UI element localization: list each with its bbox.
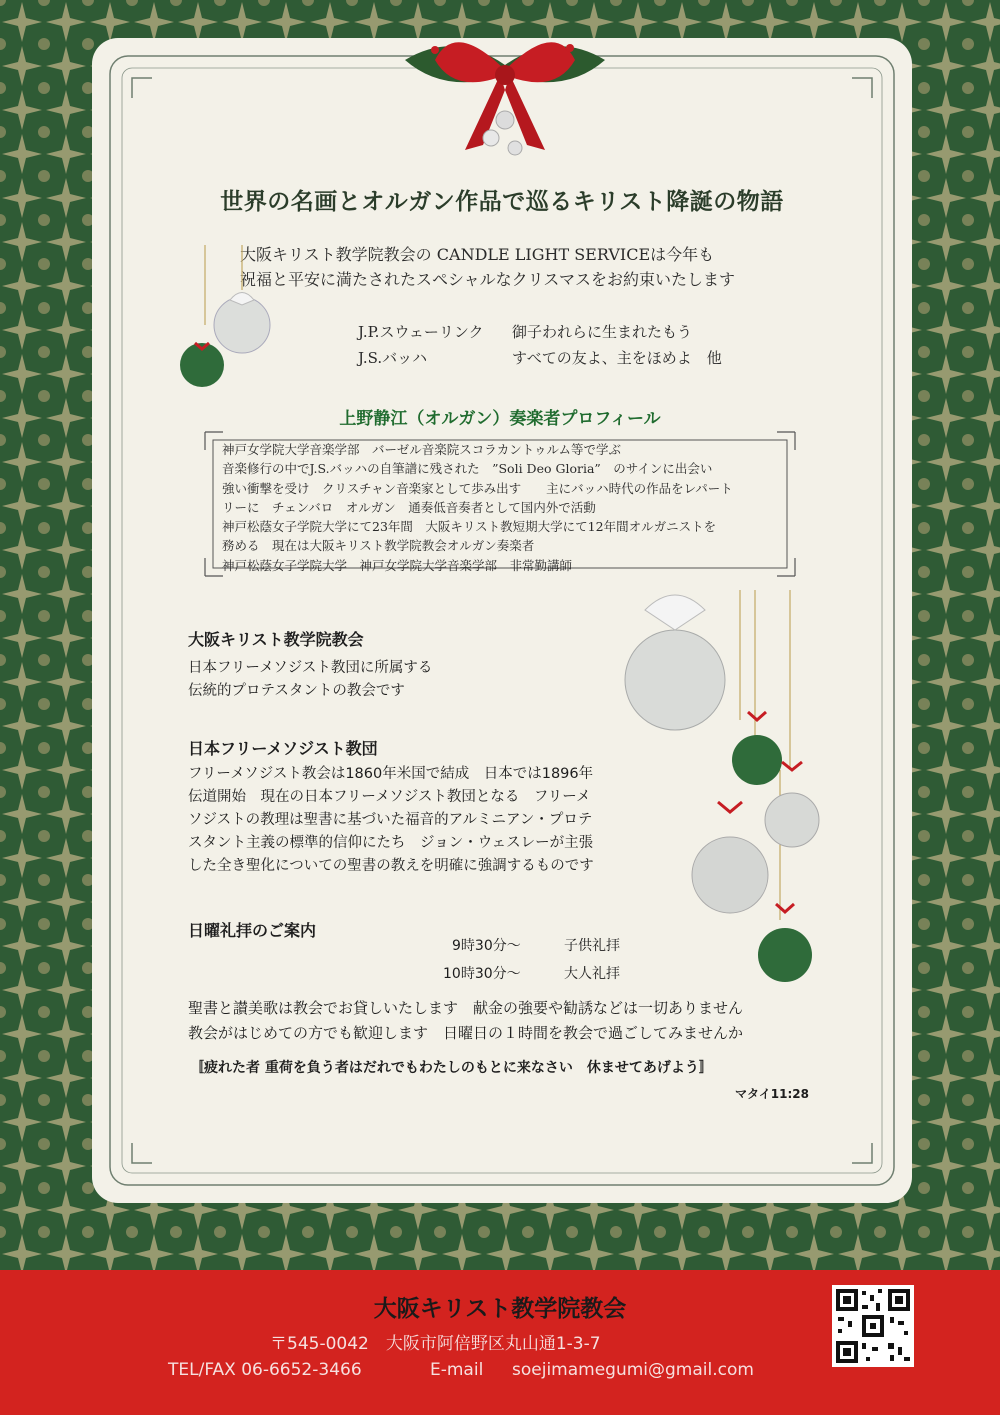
denomination-line: ソジストの教理は聖書に基づいた福音的アルミニアン・プロテ	[188, 812, 593, 828]
program-composer-2: J.S.バッハ	[358, 349, 428, 367]
service-name-2: 大人礼拝	[564, 966, 620, 982]
ornament-cluster-icon	[600, 570, 840, 990]
verse-reference: マタイ11:28	[735, 1087, 809, 1101]
program-composer-1: J.P.スウェーリンク	[358, 323, 484, 341]
denomination-line: した全き聖化についての聖書の教えを明確に強調するものです	[188, 858, 594, 874]
profile-line: 神戸女学院大学音楽学部 バーゼル音楽院スコラカントゥルム等で学ぶ	[222, 442, 621, 457]
service-time-2: 10時30分～	[443, 966, 521, 982]
page-title: 世界の名画とオルガン作品で巡るキリスト降誕の物語	[220, 189, 784, 215]
red-bow-icon	[395, 20, 615, 170]
denomination-line: 伝道開始 現在の日本フリーメソジスト教団となる フリーメ	[188, 789, 591, 805]
bible-verse: 〚疲れた者 重荷を負う者はだれでもわたしのもとに来なさい 休ませてあげよう〛	[190, 1060, 713, 1076]
church-line: 伝統的プロテスタントの教会です	[188, 683, 405, 699]
church-heading: 大阪キリスト教学院教会	[188, 630, 364, 649]
intro-line: 祝福と平安に満たされたスペシャルなクリスマスをお約束いたします	[240, 270, 736, 289]
service-name-1: 子供礼拝	[564, 938, 620, 954]
denomination-line: スタント主義の標準的信仰にたち ジョン・ウェスレーが主張	[188, 835, 594, 851]
ornament-icon	[170, 245, 280, 425]
qr-code-icon[interactable]	[832, 1285, 914, 1367]
intro-line: 大阪キリスト教学院教会の CANDLE LIGHT SERVICEは今年も	[240, 245, 715, 264]
footer-email[interactable]: soejimamegumi@gmail.com	[512, 1360, 754, 1380]
profile-heading: 上野静江（オルガン）奏楽者プロフィール	[339, 409, 661, 429]
profile-text	[222, 440, 792, 575]
intro-text	[240, 242, 735, 292]
service-time-1: 9時30分～	[452, 938, 521, 954]
denomination-heading: 日本フリーメソジスト教団	[188, 739, 378, 758]
footer-address: 〒545-0042 大阪市阿倍野区丸山通1-3-7	[270, 1334, 601, 1354]
note-line: 聖書と讃美歌は教会でお貸しいたします 献金の強要や勧誘などは一切ありません	[188, 999, 744, 1017]
notes	[188, 996, 743, 1046]
footer-email-label: E-mail	[430, 1360, 484, 1380]
note-line: 教会がはじめての方でも歓迎します 日曜日の１時間を教会で過ごしてみませんか	[188, 1024, 744, 1042]
service-heading: 日曜礼拝のご案内	[188, 921, 317, 940]
profile-line: 務める 現在は大阪キリスト教学院教会オルガン奏楽者	[222, 538, 535, 554]
footer-church-name: 大阪キリスト教学院教会	[373, 1296, 627, 1322]
profile-line: 神戸松蔭女子学院大学にて23年間 大阪キリスト教短期大学にて12年間オルガニストを	[222, 519, 717, 535]
profile-line: 神戸松蔭女子学院大学 神戸女学院大学音楽学部 非常勤講師	[222, 557, 573, 573]
church-text	[188, 657, 432, 703]
footer-tel: TEL/FAX 06-6652-3466	[168, 1360, 362, 1380]
program-piece-1: 御子われらに生まれたもう	[512, 323, 693, 341]
profile-line: 強い衝撃を受け クリスチャン音楽家として歩み出す 主にバッハ時代の作品をレパート	[222, 480, 733, 496]
denomination-line: フリーメソジスト教会は1860年米国で結成 日本では1896年	[188, 766, 594, 782]
profile-line: 音楽修行の中でJ.S.バッハの自筆譜に残された ”Soli Deo Gloria” のサインに出会い	[222, 461, 713, 477]
profile-line: リーに チェンバロ オルガン 通奏低音奏者として国内外で活動	[222, 499, 596, 515]
denomination-text	[188, 763, 594, 878]
program-piece-2: すべての友よ、主をほめよ 他	[512, 349, 722, 367]
church-line: 日本フリーメソジスト教団に所属する	[188, 660, 433, 676]
